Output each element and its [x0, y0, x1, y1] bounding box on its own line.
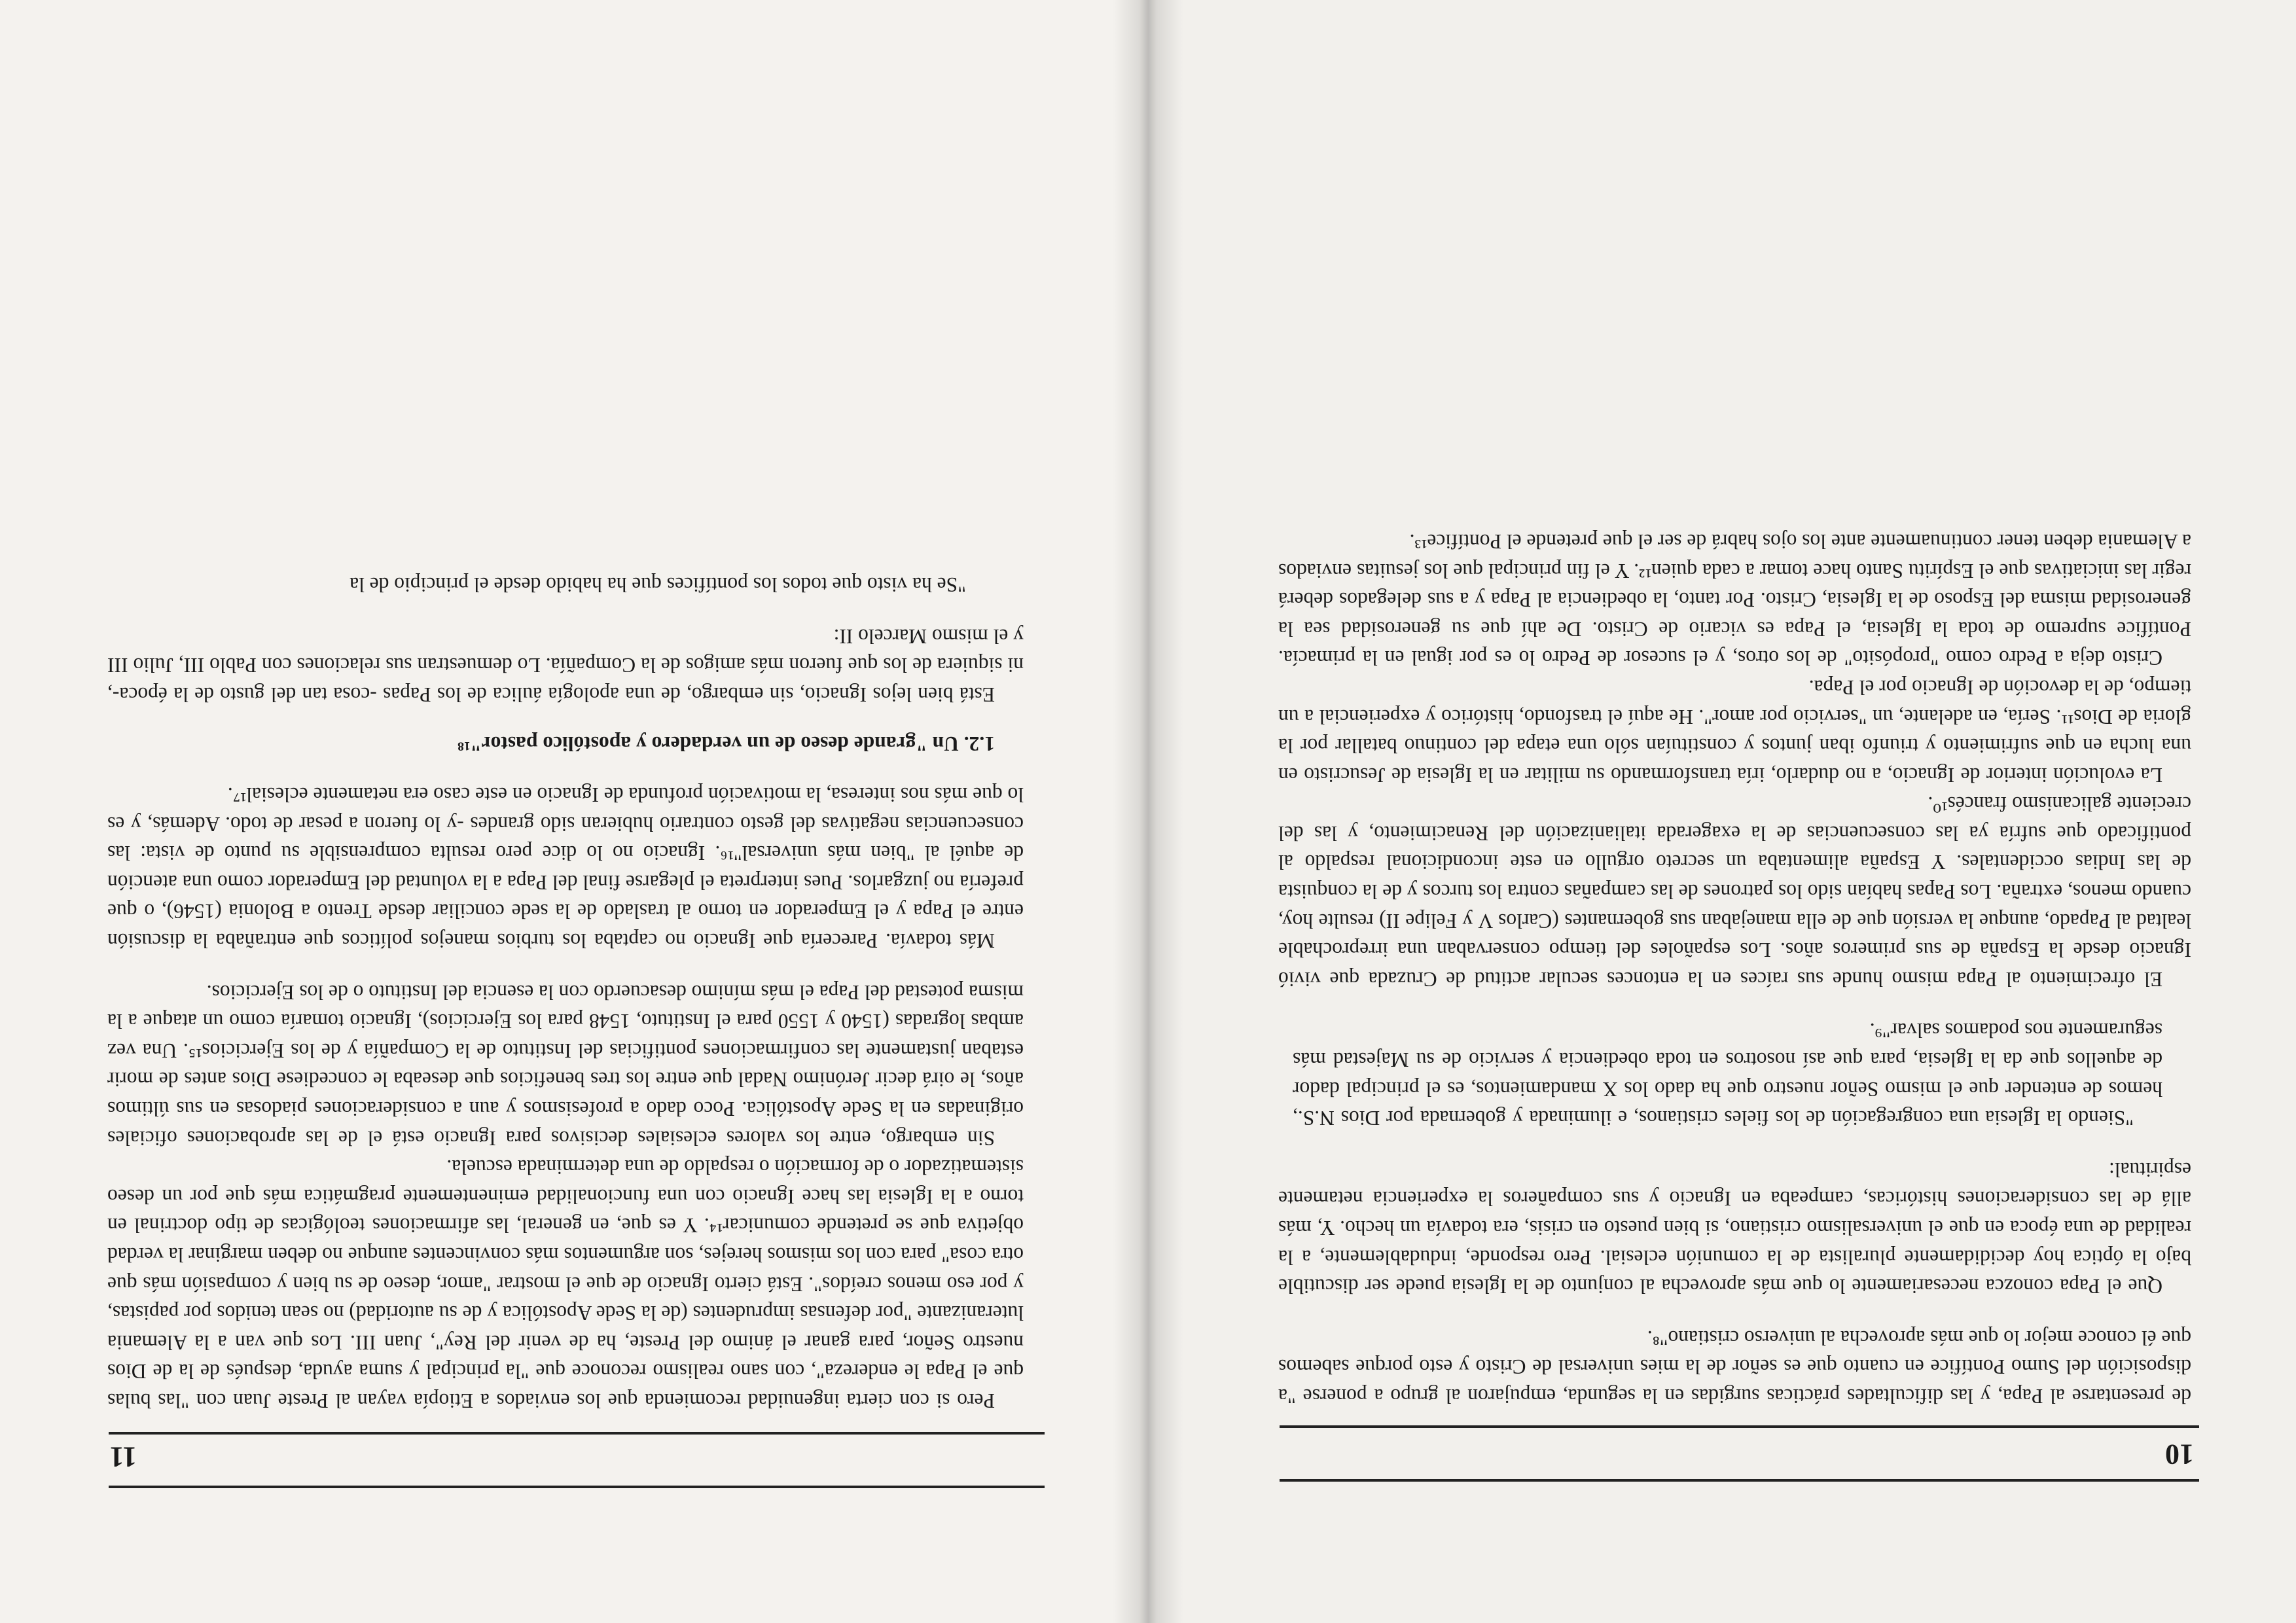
paragraph: Pero si con cierta ingenuidad recomienda que los enviados a Etiopía vayan al Preste Juan con "las bulas que el Papa le endereza", con sano realismo reconoce que "la principal y suma ayuda, después de la de Dios nuestro Señor, para ganar el ánimo del Preste, ha de venir del Rey", Juan III. Los que van a la Alemania luteranizante "por defensas imprudentes (de la Sede Apostólica y de su autoridad) no sean tenidos por papistas, y por eso menos creídos". Está cierto Ignacio de que el mostrar "amor, deseo de su bien y compasión más que otra cosa" para con los mismos herejes, son argumentos más convincentes aunque no deben marginar la verdad objetiva que se pretende comunicar¹⁴. Y es que, en general, las afirmaciones teológicas de tipo doctrinal en torno a la Iglesia las hace Ignacio con una funcionalidad eminentemente pragmática más que por un deseo sistematizador o de formación o respaldo de una determinada escuela.: [107, 1156, 1024, 1412]
header-rule: [109, 1486, 1045, 1488]
page-number-left: 10: [2165, 1438, 2194, 1471]
paragraph: El ofrecimiento al Papa mismo hunde sus raíces en la entonces secular actitud de Cruzada que vivió Ignacio desde la España de sus primeros años. Los españoles del tiempo conservaban una irreprochable lealtad al Papado, aunque la versión que de ella manejaban sus gobernantes (Carlos V y Felipe II) resulte hoy, cuando menos, extraña. Los Papas habían sido los patrones de las campañas contra los turcos y de la conquista de las Indias occidentales. Y España alimentaba un secreto orgullo en este incondicional respaldo al pontificado que sufría ya las consecuencias de la exagerada italianización del Renacimiento, y las del creciente galicanismo francés¹⁰.: [1278, 793, 2191, 991]
paragraph: Sin embargo, entre los valores eclesiales decisivos para Ignacio está el de las aprobaciones oficiales originadas en la Sede Apostólica. Poco dado a profesismos y aun a consideraciones piadosas en sus últimos años, le oirá decir Jerónimo Nadal que entre los tres beneficios que deseaba le concediese Dios antes de morir estaban justamente las confirmaciones pontificias del Instituto de la Compañía y de los Ejercicios¹⁵. Una vez ambas logradas (1540 y 1550 para el Instituto, 1548 para los Ejercicios), Ignacio tomaría como un ataque a la misma potestad del Papa el más mínimo desacuerdo con la esencia del Instituto o de los Ejercicios.: [107, 980, 1024, 1150]
paragraph-continued: de presentarse al Papa, y las dificultades prácticas surgidas en la segunda, empujaron al grupo a ponerse "a disposición del Sumo Pontífice en cuanto que es señor de la mies universal de Cristo y esto porque sabemos que él conoce mejor lo que más aprovecha al universo cristiano"⁸.: [1278, 1326, 2191, 1408]
section-heading: 1.2. Un "grande deseo de un verdadero y apostólico pastor"¹⁸: [457, 732, 995, 755]
paragraph: La evolución interior de Ignacio, a no dudarlo, iría transformando su militar en la Iglesia de Jesucristo en una lucha en que sufrimiento y triunfo iban juntos y constituían sólo una etapa del continuo batallar por la gloria de Dios¹¹. Sería, en adelante, un "servicio por amor". He aquí el trasfondo, histórico y experiencial a un tiempo, de la devoción de Ignacio por el Papa.: [1278, 675, 2191, 787]
left-page: [1148, 0, 2296, 1623]
page-number-right: 11: [109, 1441, 137, 1473]
left-text-block: [1278, 526, 2191, 1410]
paragraph: Está bien lejos Ignacio, sin embargo, de una apología áulica de los Papas -cosa tan del gusto de la época-, ni siquiera de los que fueron más amigos de la Compañía. Lo demuestran sus relaciones con Pablo III, Julio III y el mismo Marcelo II:: [107, 624, 1024, 706]
header-rule: [1280, 1479, 2199, 1482]
block-quote: "Siendo la Iglesia una congregación de los fieles cristianos, e iluminada y gobernada por Dios N.S., hemos de entender que el mismo Señor nuestro que ha dado los X mandamientos, es el principal dador de aquellos que da la Iglesia, para que así nosotros en toda obediencia y servicio de su Majestad más seguramente nos podamos salvar"⁹.: [1293, 1019, 2162, 1130]
header-rule-secondary: [1280, 1425, 2199, 1428]
block-quote: "Se ha visto que todos los pontífices que ha habido desde el principio de la: [350, 573, 966, 597]
paragraph: Cristo deja a Pedro como "propósito" de los otros, y el sucesor de Pedro lo es por igual en la primacía. Pontífice supremo de toda la Iglesia, el Papa es vicario de Cristo. De ahí que su generosidad sea la generosidad misma del Esposo de la Iglesia, Cristo. Por tanto, la obediencia al Papa y a sus delegados deberá regir las iniciativas que el Espíritu Santo hace tomar a cada quien¹². Y el fin principal que los jesuitas enviados a Alemania deben tener continuamente ante los ojos habrá de ser el que pretende el Pontífice¹³.: [1278, 529, 2191, 670]
paragraph: Más todavía. Parecería que Ignacio no captaba los turbios manejos políticos que entrañaba la discusión entre el Papa y el Emperador en torno al traslado de la sede conciliar desde Trento a Bolonia (1546), o que prefería no juzgarlos. Pues interpreta el plegarse final del Papa a la voluntad del Emperador como una atención de aquél al "bien más universal"¹⁶. Ignacio no lo dice pero resulta comprensible su punto de vista: las consecuencias negativas del gesto contrario hubieran sido grandes -y lo fueron a pesar de todo. Además, y es lo que más nos interesa, la motivación profunda de Ignacio en este caso era netamente eclesial¹⁷.: [107, 783, 1024, 953]
paragraph: Que el Papa conozca necesariamente lo que más aprovecha al conjunto de la Iglesia puede ser discutible bajo la óptica hoy decididamente pluralista de la comunión eclesial. Pero responde, indudablemente, a la realidad de una época en que el universalismo cristiano, si bien puesto en crisis, era todavía un hecho. Y, más allá de las consideraciones históricas, campeaba en Ignacio y sus compañeros la experiencia netamente espiritual:: [1278, 1158, 2191, 1298]
right-text-block: [107, 570, 1024, 1415]
header-rule-secondary: [109, 1432, 1045, 1435]
